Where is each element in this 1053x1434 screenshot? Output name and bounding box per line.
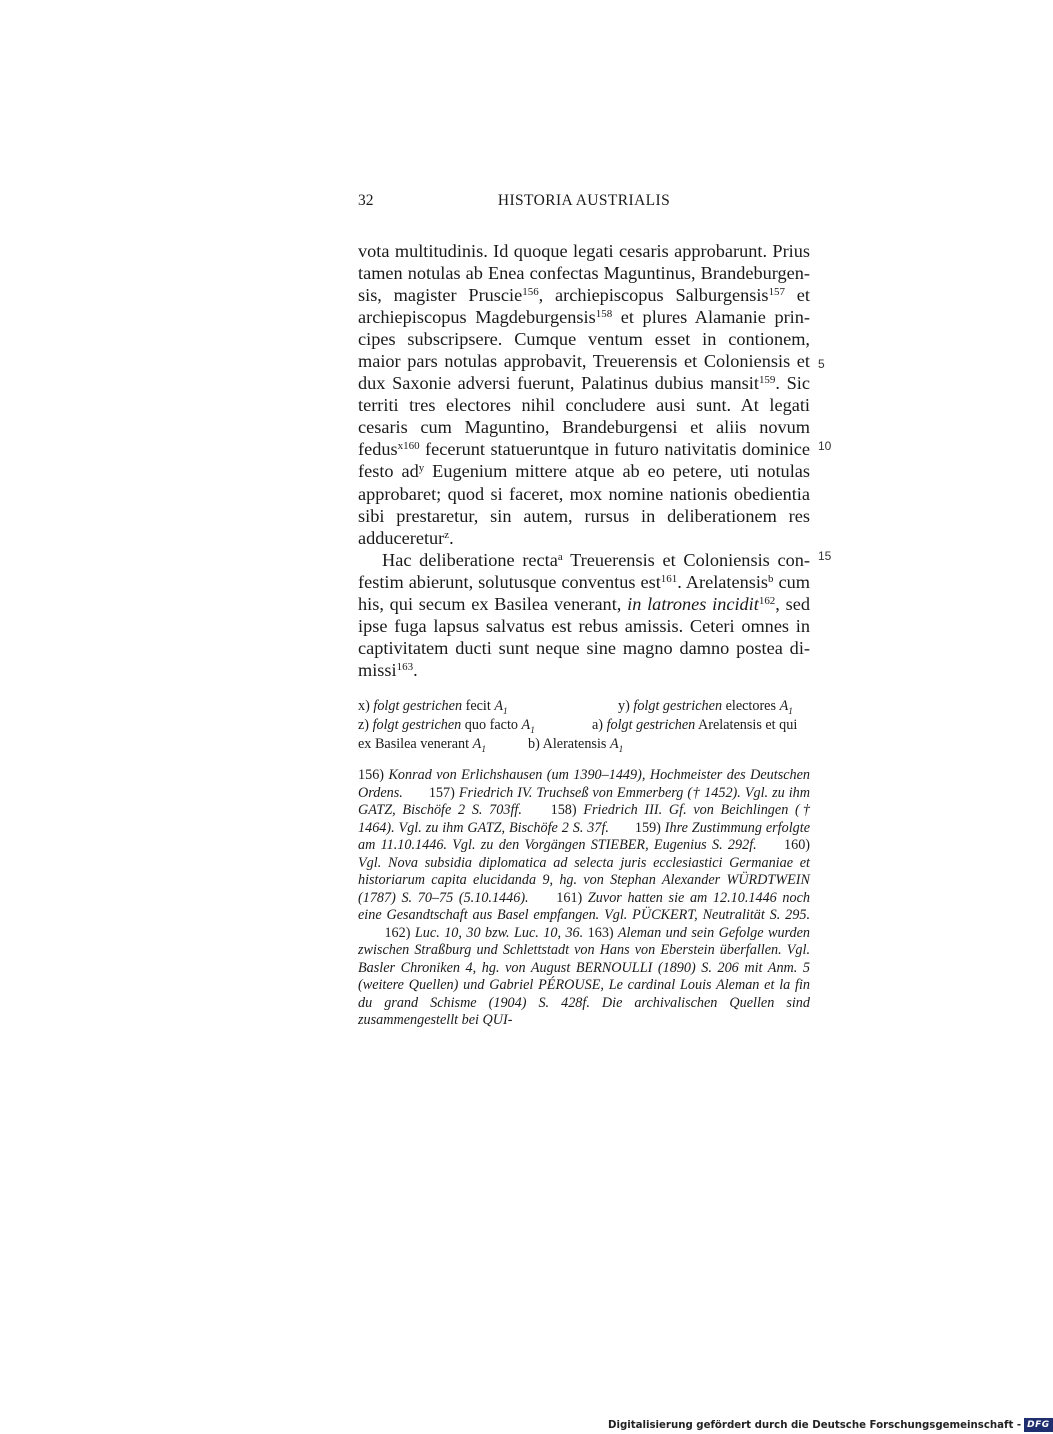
footnote-ref-162[interactable]: 162 — [758, 594, 776, 607]
page-number: 32 — [358, 192, 374, 209]
dfg-logo-icon: DFG — [1024, 1418, 1053, 1432]
footnote-157: 157) Friedrich IV. Truchseß von Emmerberg († 1452). Vgl. zu ihm GATZ, Bischöfe 2 S. 703ff. — [358, 784, 811, 818]
apparatus-ref-a[interactable]: a — [557, 550, 563, 563]
apparatus-row — [358, 716, 810, 735]
footnote-ref-x160[interactable]: x160 — [397, 440, 420, 453]
main-text — [358, 240, 810, 681]
apparatus-b: b) Aleratensis $A_1$ — [528, 736, 624, 754]
apparatus-z: z) folgt gestrichen quo facto $A_1$ — [358, 717, 535, 735]
paragraph-2: Hac deliberatione recta$^a$ Treuerensis et Coloniensis confestim abierunt, solutusque conventus est$^{161}$. Arelatensis$^b$ cum his, qui secum ex Basilea venerant, in latrones incidit$^{162}$, sed ipse fuga lapsus salvatus est rebus amissis. Ceteri omnes in captivitatem ducti sunt neque sine magno damno postea dimissi$^{163}$. — [358, 549, 810, 680]
footnote-159: 159) Ihre Zustimmung erfolgte am 11.10.1446. Vgl. zu den Vorgängen STIEBER, Eugenius S. 292f. — [358, 819, 810, 853]
footnote-ref-156[interactable]: 156 — [522, 286, 539, 299]
apparatus-ref-b[interactable]: b — [768, 572, 774, 585]
footnote-161: 161) Zuvor hatten sie am 12.10.1446 noch eine Gesandtschaft aus Basel empfangen. Vgl. PÜCKERT, Neutralität S. 295. — [358, 889, 810, 923]
apparatus-ref-z[interactable]: z — [444, 528, 450, 541]
running-title: HISTORIA AUSTRIALIS — [497, 192, 671, 209]
line-number-5: 5 — [818, 357, 825, 371]
footnotes — [358, 767, 810, 1030]
line-number-10: 10 — [818, 439, 832, 453]
line-number-15: 15 — [818, 549, 832, 563]
footnote-ref-163[interactable]: 163 — [396, 660, 414, 673]
footnote-158: 158) Friedrich III. Gf. von Beichlingen († 1464). Vgl. zu ihm GATZ, Bischöfe 2 S. 37f. — [358, 802, 810, 836]
footnote-160: 160) Vgl. Nova subsidia diplomatica ad selecta juris ecclesiastici Germaniae et historiarum capita elucidanda 9, hg. von Stephan Alexander WÜRDTWEIN (1787) S. 70–75 (5.10.1446). — [358, 837, 811, 906]
footnote-163: 163) Aleman und sein Gefolge wurden zwischen Straßburg und Schlettstadt von Hans von Eberstein überfallen. Vgl. Basler Chroniken 4, hg. von August BERNOULLI (1890) S. 206 mit Anm. 5 (weitere Quellen) und Gabriel PÉROUSE, Le cardinal Louis Aleman et la fin du grand Schisme (1904) S. 428f. Die archivalischen Quellen sind zusammengestellt bei QUI- — [358, 924, 811, 1028]
paragraph-1: vota multitudinis. Id quoque legati cesaris approbarunt. Prius tamen notulas ab Enea confectas Maguntinus, Brandeburgensis, magister Pruscie$^{156}$, archiepiscopus Salburgensis$^{157}$ et archiepiscopus Magdeburgensis$^{158}$ et plures Alamanie principes subscripsere. Cumque ventum esset in contionem, maior pars notulas approbavit, Treuerensis et Coloniensis et dux Saxonie adversi fuerunt, Palatinus dubius mansit$^{159}$. Sic territi tres electores nihil concludere ausi sunt. At legati cesaris cum Maguntino, Brandeburgensi et aliis novum fedus$^{x160}$ fecerunt statueruntque in futuro nativitatis dominice festo $ad^y$ Eugenium mittere atque ab eo petere, uti notulas approbaret; quod si faceret, mox nomine nationis obedientia sibi prestaretur, sin autem, rursus in deliberationem res adduceretur$^z$. — [358, 241, 810, 548]
biblical-quote: in latrones incidit — [627, 593, 759, 614]
apparatus-x: x) folgt gestrichen fecit $A_1$ — [358, 698, 508, 716]
footnote-ref-161[interactable]: 161 — [660, 572, 678, 585]
running-header — [358, 192, 810, 216]
footnote-156: 156) Konrad von Erlichshausen (um 1390–1449), Hochmeister des Deutschen Ordens. — [358, 767, 810, 801]
apparatus-row — [358, 735, 810, 754]
critical-apparatus — [358, 697, 810, 754]
funding-notice: Digitalisierung gefördert durch die Deutsche Forschungsgemeinschaft - — [608, 1419, 1022, 1431]
apparatus-a-cont: ex Basilea venerant $A_1$ — [358, 736, 486, 754]
apparatus-ref-y[interactable]: y — [418, 462, 425, 475]
footnote-162: 162) Luc. 10, 30 bzw. Luc. 10, 36. — [384, 924, 584, 941]
apparatus-row — [358, 697, 810, 716]
apparatus-y: y) folgt gestrichen electores $A_1$ — [618, 698, 793, 716]
apparatus-a: a) folgt gestrichen Arelatensis et qui — [592, 717, 798, 733]
footnote-ref-159[interactable]: 159 — [758, 374, 776, 387]
footnote-ref-157[interactable]: 157 — [768, 286, 786, 299]
footnote-ref-158[interactable]: 158 — [595, 308, 613, 321]
dfg-footer — [608, 1417, 1053, 1433]
